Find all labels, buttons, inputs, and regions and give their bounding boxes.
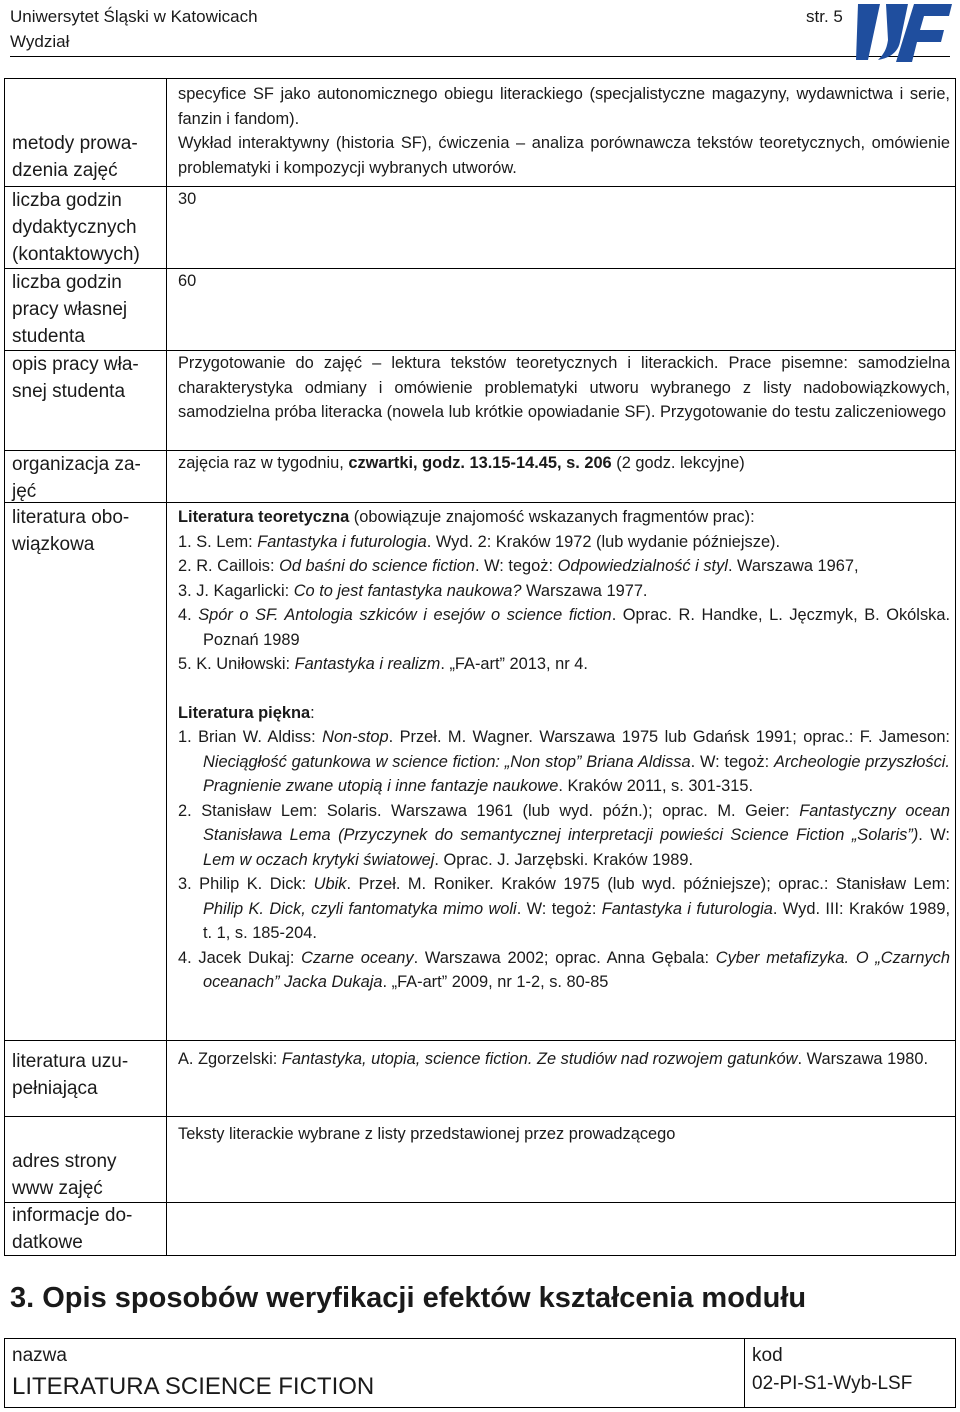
theory-item-part: Odpowiedzialność i styl [557, 557, 728, 575]
theory-item-part: . „FA-art” 2013, nr 4. [440, 655, 588, 673]
module-table-divider [744, 1338, 745, 1408]
fiction-item-part: 2. Stanisław Lem: Solaris. Warszawa 1961 (lub wyd. późn.); oprac. M. Geier: [178, 801, 800, 820]
row-divider [4, 1040, 956, 1041]
module-code-label: kod [752, 1345, 783, 1366]
theory-literature-list [178, 530, 950, 677]
supplementary-literature-value [178, 1047, 950, 1072]
theory-heading: Literatura teoretyczna [178, 508, 350, 526]
theory-item-part: 2. R. Caillois: [178, 557, 280, 575]
organization-value [178, 451, 950, 476]
methods-text: Wykład interaktywny (historia SF), ćwiczenia – analiza porównawcza tekstów teoretycznych, omówienie problematyki i kompozycji wybranych utworów. [178, 134, 950, 177]
own-hours-value: 60 [178, 272, 197, 290]
page-number: str. 5 [806, 7, 843, 26]
theory-item-part: 3. J. Kagarlicki: [178, 581, 294, 600]
fiction-item-part: 1. Brian W. Aldiss: [178, 728, 323, 746]
fiction-item-part: . Kraków 2011, s. 301-315. [558, 777, 754, 795]
methods-value [178, 82, 950, 180]
supp-rest: . Warszawa 1980. [797, 1050, 929, 1068]
theory-item [178, 579, 950, 604]
module-code-value: 02-PI-S1-Wyb-LSF [752, 1373, 913, 1394]
label-methods: metody prowa-dzenia zajęć [12, 133, 138, 181]
theory-item [178, 652, 950, 677]
theory-item-part: Fantastyka i futurologia [257, 532, 427, 551]
fiction-item-part: 4. Jacek Dukaj: [178, 948, 302, 967]
theory-item-part: . Oprac. R. Handke, L. Jęczmyk, B. Okólska. Poznań 1989 [203, 606, 951, 649]
theory-item-part: . Warszawa 1967, [727, 557, 859, 575]
row-divider [4, 1116, 956, 1117]
header-divider [10, 56, 950, 57]
fiction-item-part: Non-stop [322, 728, 389, 746]
label-supplementary-literature: literatura uzu-pełniająca [12, 1051, 129, 1099]
fiction-item [178, 725, 950, 799]
theory-item-part: Od baśni do science fiction [279, 557, 475, 575]
fiction-item-part: 3. Philip K. Dick: [178, 875, 314, 893]
theory-item [178, 530, 950, 555]
fiction-item-part: . Wyd. III: Kraków 1989, t. 1, s. 185-204. [203, 899, 951, 942]
university-name: Uniwersytet Śląski w Katowicach [10, 7, 258, 26]
label-additional-info: informacje do-datkowe [12, 1205, 133, 1253]
fiction-item-part: Archeologie przyszłości. Pragnienie zwane utopią i inne fantazje naukowe [203, 752, 950, 795]
fiction-item [178, 946, 950, 995]
label-organization: organizacja za-jęć [12, 454, 141, 502]
methods-continued-text: specyfice SF jako autonomicznego obiegu literackiego (specjalistyczne magazyny, wydawnictwa i serie, fanzin i fandom). [178, 85, 950, 128]
contact-hours-value: 30 [178, 190, 197, 208]
fiction-item-part: Lem w oczach krytyki światowej [203, 850, 435, 869]
table-column-divider [166, 78, 167, 1256]
fiction-item-part: . W: tegoż: [516, 899, 602, 918]
theory-item-part: Co to jest fantastyka naukowa? [293, 581, 522, 600]
label-own-hours: liczba godzin pracy własnej studenta [12, 272, 128, 347]
fiction-item-part: Fantastyka i futurologia [601, 899, 773, 918]
theory-item [178, 554, 950, 579]
fiction-item-part: . Przeł. M. Wagner. Warszawa 1975 lub Gdańsk 1991; oprac.: F. Jameson: [388, 728, 950, 746]
supplementary-note: Teksty literackie wybrane z listy przedstawionej przez prowadzącego [178, 1125, 676, 1143]
required-literature-value [178, 505, 950, 995]
theory-item-part: Warszawa 1977. [521, 581, 648, 600]
fiction-heading: Literatura piękna [178, 703, 311, 722]
organization-text-end: (2 godz. lekcyjne) [611, 454, 745, 472]
fiction-item-part: . Przeł. M. Roniker. Kraków 1975 (lub wyd. późniejsze); oprac.: Stanisław Lem: [346, 875, 950, 893]
fiction-item-part: . W: [918, 826, 950, 844]
fiction-item-part: Czarne oceany [301, 948, 414, 967]
fiction-item-part: Fantastyczny ocean Stanisława Lema (Przyczynek do semantycznej interpretacji powieści Science Fiction „Solaris”) [203, 801, 951, 844]
fiction-literature-list [178, 725, 950, 995]
faculty-name: Wydział [10, 32, 70, 51]
fiction-item-part: Cyber metafizyka. O „Czarnych oceanach” Jacka Dukaja [203, 948, 950, 991]
fiction-item [178, 799, 950, 873]
label-required-literature: literatura obo-wiązkowa [12, 507, 130, 555]
label-contact-hours: liczba godzin dydaktycznych (kontaktowych) [12, 190, 140, 265]
theory-item [178, 603, 950, 652]
fiction-item-part: . W: tegoż: [690, 752, 774, 771]
theory-item-part: 1. S. Lem: [178, 532, 258, 551]
own-work-value: Przygotowanie do zajęć – lektura tekstów teoretycznych i literackich. Prace pisemne: samodzielna charakterystyka odmiany i omówienie problematyki utworu wybranego z listy nadobowiązkowych, samodzielna próba literacka (nowela lub krótkie opowiadanie SF). Przygotowanie do testu zaliczeniowego [178, 354, 950, 421]
theory-note: (obowiązuje znajomość wskazanych fragmentów prac): [349, 508, 755, 526]
fiction-item-part: Ubik [313, 875, 347, 893]
supp-author: A. Zgorzelski: [178, 1050, 282, 1068]
organization-schedule: czwartki, godz. 13.15-14.45, s. 206 [348, 454, 612, 472]
fiction-item-part: . „FA-art” 2009, nr 1-2, s. 80-85 [382, 973, 609, 991]
label-www: adres strony www zajęć [12, 1151, 117, 1199]
section-title: 3. Opis sposobów weryfikacji efektów kształcenia modułu [10, 1282, 807, 1314]
label-own-work: opis pracy wła-snej studenta [12, 354, 139, 402]
supp-title: Fantastyka, utopia, science fiction. Ze studiów nad rozwojem gatunków [281, 1050, 798, 1068]
university-logo-icon [856, 0, 952, 66]
theory-item-part: 4. [178, 606, 199, 624]
theory-item-part: Fantastyka i realizm [294, 655, 441, 673]
fiction-heading-colon: : [310, 703, 315, 722]
theory-item-part: . Wyd. 2: Kraków 1972 (lub wydanie późniejsze). [426, 532, 781, 551]
theory-item-part: 5. K. Uniłowski: [178, 655, 295, 673]
theory-item-part: Spór o SF. Antologia szkiców i esejów o science fiction [198, 606, 612, 624]
module-name-value: LITERATURA SCIENCE FICTION [12, 1373, 375, 1400]
organization-text: zajęcia raz w tygodniu, [178, 454, 349, 472]
theory-item-part: . W: tegoż: [475, 557, 558, 575]
fiction-item-part: Nieciągłość gatunkowa w science fiction: „Non stop” Briana Aldissa [203, 752, 691, 771]
fiction-item-part: . Oprac. J. Jarzębski. Kraków 1989. [434, 850, 694, 869]
fiction-item-part: . Warszawa 2002; oprac. Anna Gębala: [413, 948, 716, 967]
module-name-label: nazwa [12, 1345, 67, 1366]
fiction-item [178, 872, 950, 946]
fiction-item-part: Philip K. Dick, czyli fantomatyka mimo woli [203, 899, 517, 918]
header-title [10, 4, 258, 54]
